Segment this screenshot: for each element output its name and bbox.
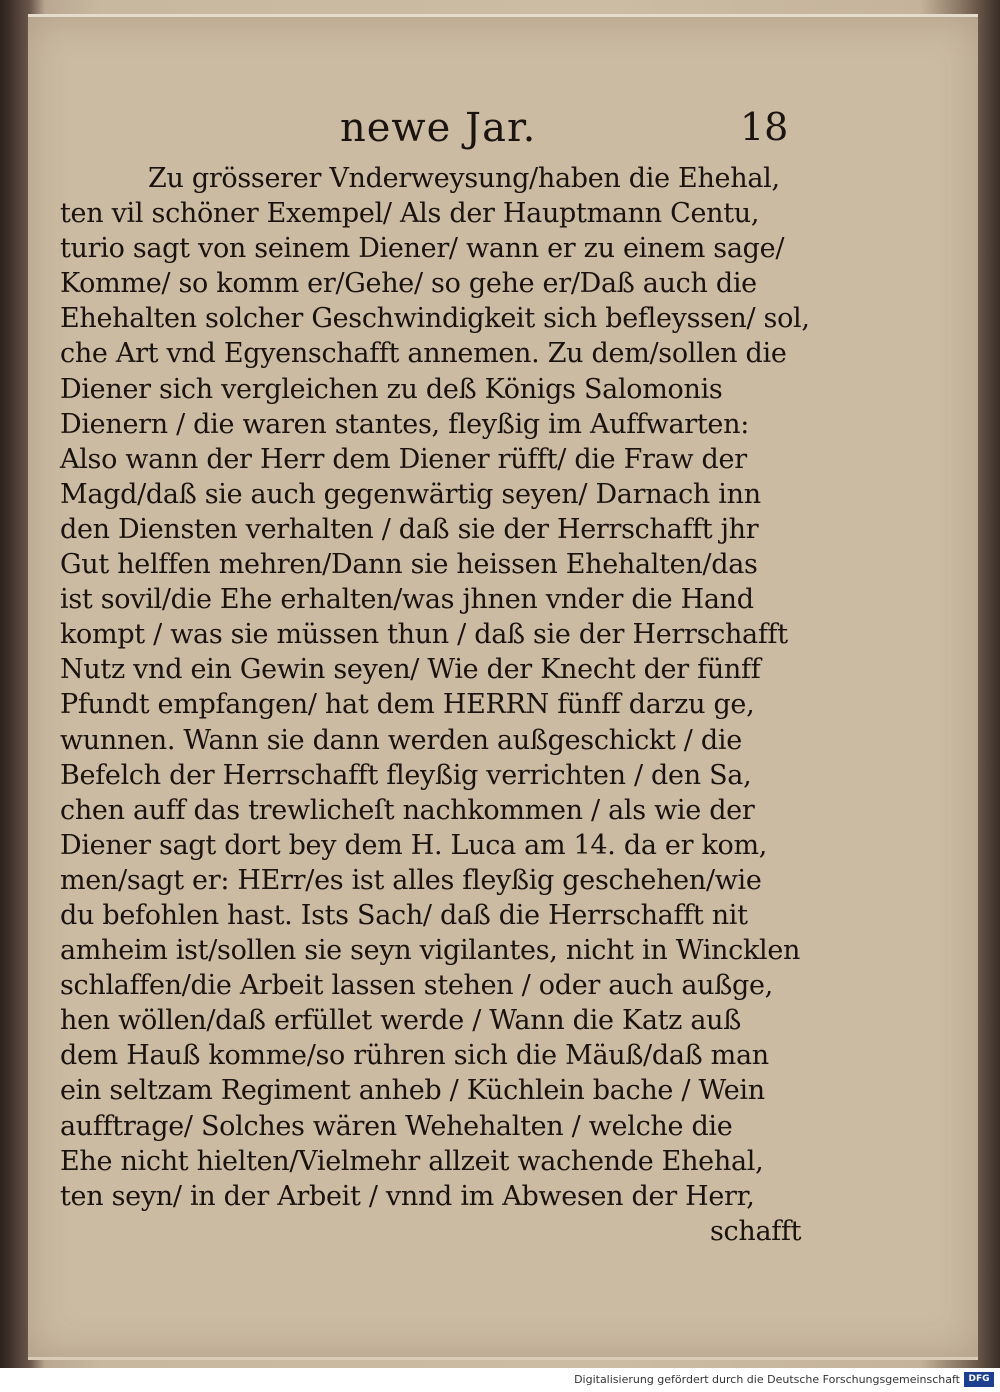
text-line: Magd/daß sie auch gegenwärtig seyen/ Darnach inn — [60, 478, 761, 510]
catchword: schafft — [710, 1215, 802, 1247]
dfg-logo: DFG — [964, 1372, 994, 1387]
text-line: schlaffen/die Arbeit lassen stehen / oder auch außge, — [60, 970, 773, 1002]
text-line: ten vil schöner Exempel/ Als der Hauptmann Centu, — [60, 198, 760, 230]
text-line: Also wann der Herr dem Diener rüfft/ die Fraw der — [60, 443, 747, 475]
text-line: Ehe nicht hielten/Vielmehr allzeit wachende Ehehal, — [60, 1145, 764, 1177]
text-line: Ehehalten solcher Geschwindigkeit sich befleyssen/ sol, — [60, 303, 810, 335]
page-header — [28, 105, 978, 165]
text-line: Diener sich vergleichen zu deß Königs Salomonis — [60, 373, 723, 405]
text-line: ten seyn/ in der Arbeit / vnnd im Abwesen der Herr, — [60, 1180, 755, 1212]
text-line: Zu grösserer Vnderweysung/haben die Ehehal, — [148, 163, 780, 194]
text-line: turio sagt von seinem Diener/ wann er zu einem sage/ — [60, 233, 785, 265]
text-line: Nutz vnd ein Gewin seyen/ Wie der Knecht der fünff — [60, 654, 761, 686]
text-line: aufftrage/ Solches wären Wehehalten / welche die — [60, 1110, 733, 1142]
text-line: wunnen. Wann sie dann werden außgeschickt / die — [60, 724, 742, 756]
text-line: den Diensten verhalten / daß sie der Herrschafft jhr — [60, 513, 759, 545]
text-line: Dienern / die waren stantes, fleyßig im Auffwarten: — [60, 408, 749, 440]
text-line: che Art vnd Egyenschafft annemen. Zu dem/sollen die — [60, 338, 787, 370]
text-line: du befohlen hast. Ists Sach/ daß die Herrschafft nit — [60, 899, 748, 931]
text-line: amheim ist/sollen sie seyn vigilantes, nicht in Wincklen — [60, 935, 801, 967]
text-line: Gut helffen mehren/Dann sie heissen Ehehalten/das — [60, 549, 758, 581]
text-line: Diener sagt dort bey dem H. Luca am 14. da er kom, — [60, 829, 768, 861]
running-title: newe Jar. — [340, 105, 537, 151]
text-line: kompt / was sie müssen thun / daß sie der Herrschafft — [60, 619, 788, 651]
text-line: dem Hauß komme/so rühren sich die Mäuß/daß man — [60, 1040, 769, 1072]
footer-bar — [0, 1368, 1000, 1392]
text-line: Befelch der Herrschafft fleyßig verrichten / den Sa, — [60, 759, 752, 791]
book-page — [28, 14, 978, 1360]
text-line: ein seltzam Regiment anheb / Küchlein bache / Wein — [60, 1075, 765, 1107]
text-line: ist sovil/die Ehe erhalten/was jhnen vnder die Hand — [60, 584, 754, 616]
text-line: hen wöllen/daß erfüllet werde / Wann die Katz auß — [60, 1005, 741, 1037]
text-line: Pfundt empfangen/ hat dem HERRN fünff darzu ge, — [60, 689, 755, 721]
text-block — [60, 161, 810, 1249]
page-number: 18 — [740, 105, 789, 149]
text-line: men/sagt er: HErr/es ist alles fleyßig geschehen/wie — [60, 864, 762, 896]
text-line: chen auff das trewlicheſt nachkommen / als wie der — [60, 794, 755, 826]
footer-credit: Digitalisierung gefördert durch die Deutsche Forschungsgemeinschaft — [574, 1373, 960, 1386]
text-line: Komme/ so komm er/Gehe/ so gehe er/Daß auch die — [60, 268, 757, 300]
